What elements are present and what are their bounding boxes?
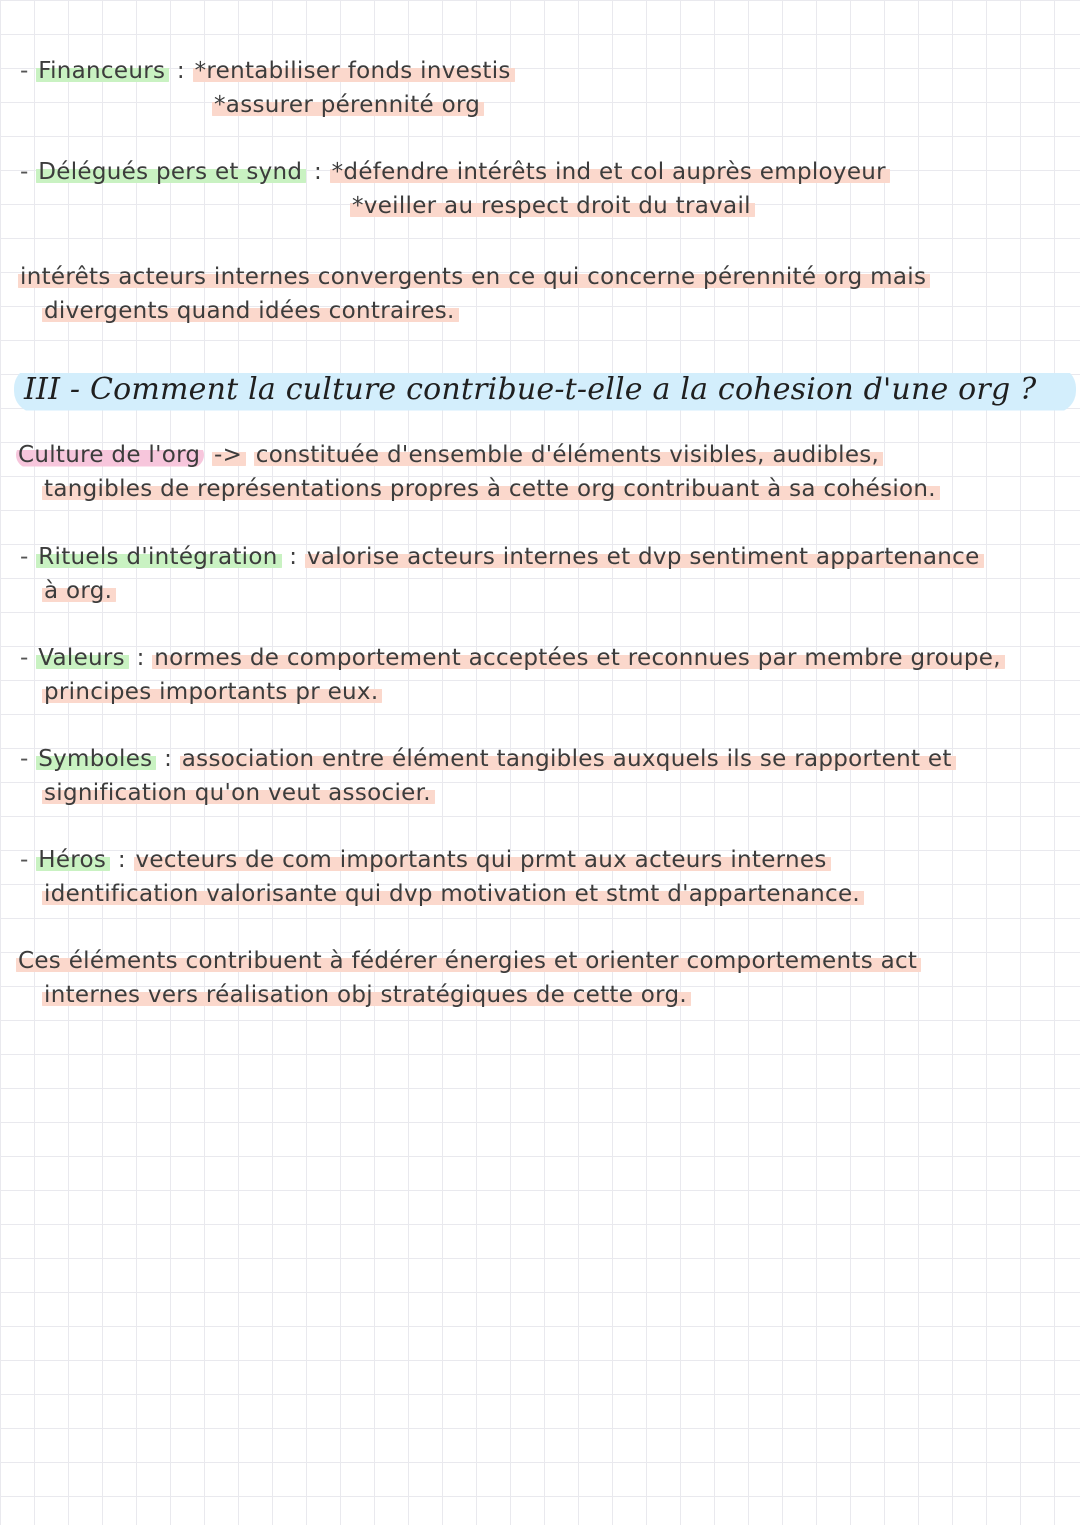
conclusion-internes-line-2 <box>42 298 459 324</box>
heros-row-2 <box>42 881 864 907</box>
separator: : <box>313 159 322 185</box>
separator: : <box>164 746 173 772</box>
culture-def-line-1 <box>16 442 883 468</box>
bullet-dash: - <box>20 847 29 873</box>
valeurs-row-2 <box>42 679 382 705</box>
heros-text-2: identification valorisante qui dvp motivation et stmt d'appartenance. <box>42 881 864 907</box>
conclusion-culture-text-2: internes vers réalisation obj stratégiques de cette org. <box>42 982 691 1008</box>
symboles-row-2 <box>42 780 435 806</box>
bullet-dash: - <box>20 746 29 772</box>
valeurs-text-1: normes de comportement acceptées et reconnues par membre groupe, <box>152 645 1005 671</box>
delegues-item-1: *défendre intérêts ind et col auprès employeur <box>330 159 890 185</box>
delegues-row <box>20 159 890 185</box>
rituels-text-1: valorise acteurs internes et dvp sentiment appartenance <box>305 544 984 570</box>
delegues-row-2 <box>350 193 755 219</box>
rituels-row <box>20 544 984 570</box>
financeurs-item-2: *assurer pérennité org <box>212 92 484 118</box>
heros-text-1: vecteurs de com importants qui prmt aux acteurs internes <box>134 847 831 873</box>
separator: : <box>289 544 298 570</box>
financeurs-label: Financeurs <box>36 58 169 84</box>
culture-def-line-2 <box>42 476 940 502</box>
conclusion-internes-text-1: intérêts acteurs internes convergents en ce qui concerne pérennité org mais <box>18 264 930 290</box>
culture-def-label: Culture de l'org <box>16 442 204 468</box>
bullet-dash: - <box>20 159 29 185</box>
financeurs-row-2 <box>212 92 484 118</box>
culture-def-text-1: constituée d'ensemble d'éléments visibles, audibles, <box>254 442 883 468</box>
conclusion-internes-text-2: divergents quand idées contraires. <box>42 298 459 324</box>
delegues-label: Délégués pers et synd <box>36 159 306 185</box>
conclusion-culture-line-1 <box>16 948 921 974</box>
valeurs-text-2: principes importants pr eux. <box>42 679 382 705</box>
rituels-text-2: à org. <box>42 578 116 604</box>
heros-label: Héros <box>36 847 110 873</box>
valeurs-label: Valeurs <box>36 645 129 671</box>
rituels-label: Rituels d'intégration <box>36 544 281 570</box>
bullet-dash: - <box>20 58 29 84</box>
separator: : <box>136 645 145 671</box>
section-heading-text: III - Comment la culture contribue-t-elle a la cohesion d'une org ? <box>14 366 1076 413</box>
symboles-row <box>20 746 956 772</box>
symboles-text-1: association entre élément tangibles auxquels ils se rapportent et <box>180 746 956 772</box>
culture-def-text-2: tangibles de représentations propres à cette org contribuant à sa cohésion. <box>42 476 940 502</box>
conclusion-culture-line-2 <box>42 982 691 1008</box>
heros-row <box>20 847 831 873</box>
delegues-item-2: *veiller au respect droit du travail <box>350 193 755 219</box>
symboles-label: Symboles <box>36 746 156 772</box>
financeurs-row <box>20 58 515 84</box>
financeurs-item-1: *rentabiliser fonds investis <box>193 58 515 84</box>
bullet-dash: - <box>20 645 29 671</box>
separator: : <box>117 847 126 873</box>
rituels-row-2 <box>42 578 116 604</box>
separator: : <box>176 58 185 84</box>
bullet-dash: - <box>20 544 29 570</box>
symboles-text-2: signification qu'on veut associer. <box>42 780 435 806</box>
valeurs-row <box>20 645 1005 671</box>
culture-def-arrow: -> <box>212 442 246 468</box>
conclusion-internes-line-1 <box>18 264 930 290</box>
section-heading <box>14 372 1076 407</box>
conclusion-culture-text-1: Ces éléments contribuent à fédérer énergies et orienter comportements act <box>16 948 921 974</box>
